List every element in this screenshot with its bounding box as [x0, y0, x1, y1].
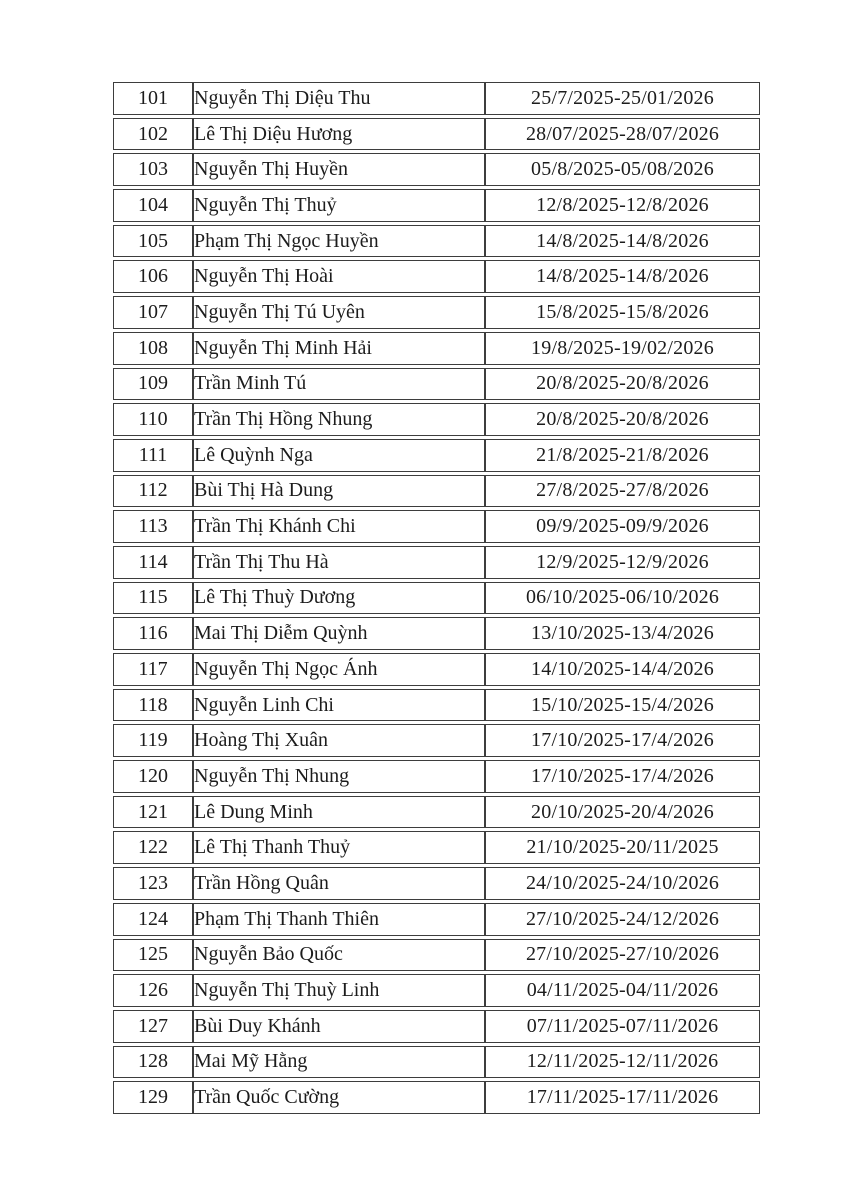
table-row	[113, 653, 760, 686]
cell-period: 13/10/2025-13/4/2026	[485, 617, 760, 650]
cell-index: 107	[113, 296, 193, 329]
cell-index: 121	[113, 796, 193, 829]
cell-period: 15/10/2025-15/4/2026	[485, 689, 760, 722]
cell-index: 126	[113, 974, 193, 1007]
table-row	[113, 1081, 760, 1114]
table-row	[113, 403, 760, 436]
cell-period: 12/9/2025-12/9/2026	[485, 546, 760, 579]
cell-period: 09/9/2025-09/9/2026	[485, 510, 760, 543]
cell-index: 115	[113, 582, 193, 615]
roster-table-body	[113, 82, 760, 1114]
cell-period: 14/10/2025-14/4/2026	[485, 653, 760, 686]
cell-index: 119	[113, 724, 193, 757]
table-row	[113, 296, 760, 329]
cell-name: Nguyễn Thị Hoài	[193, 260, 485, 293]
cell-period: 05/8/2025-05/08/2026	[485, 153, 760, 186]
cell-name: Nguyễn Thị Thuỳ Linh	[193, 974, 485, 1007]
cell-index: 122	[113, 831, 193, 864]
cell-index: 112	[113, 475, 193, 508]
cell-period: 12/11/2025-12/11/2026	[485, 1046, 760, 1079]
cell-index: 110	[113, 403, 193, 436]
cell-period: 25/7/2025-25/01/2026	[485, 82, 760, 115]
cell-name: Lê Thị Thanh Thuỷ	[193, 831, 485, 864]
cell-index: 124	[113, 903, 193, 936]
table-row	[113, 510, 760, 543]
cell-index: 128	[113, 1046, 193, 1079]
table-row	[113, 260, 760, 293]
cell-name: Nguyễn Linh Chi	[193, 689, 485, 722]
cell-index: 125	[113, 939, 193, 972]
cell-index: 104	[113, 189, 193, 222]
table-row	[113, 118, 760, 151]
cell-index: 109	[113, 368, 193, 401]
cell-period: 04/11/2025-04/11/2026	[485, 974, 760, 1007]
cell-name: Nguyễn Thị Minh Hải	[193, 332, 485, 365]
cell-period: 17/10/2025-17/4/2026	[485, 760, 760, 793]
table-row	[113, 1010, 760, 1043]
cell-name: Trần Hồng Quân	[193, 867, 485, 900]
cell-name: Lê Thị Thuỳ Dương	[193, 582, 485, 615]
table-row	[113, 831, 760, 864]
cell-name: Hoàng Thị Xuân	[193, 724, 485, 757]
cell-name: Nguyễn Thị Thuỷ	[193, 189, 485, 222]
table-row	[113, 689, 760, 722]
cell-name: Trần Thị Khánh Chi	[193, 510, 485, 543]
table-row	[113, 617, 760, 650]
cell-index: 117	[113, 653, 193, 686]
table-row	[113, 225, 760, 258]
table-row	[113, 1046, 760, 1079]
cell-index: 106	[113, 260, 193, 293]
cell-name: Lê Quỳnh Nga	[193, 439, 485, 472]
cell-period: 17/11/2025-17/11/2026	[485, 1081, 760, 1114]
cell-name: Nguyễn Thị Huyền	[193, 153, 485, 186]
cell-index: 111	[113, 439, 193, 472]
cell-index: 103	[113, 153, 193, 186]
cell-index: 114	[113, 546, 193, 579]
cell-name: Trần Thị Thu Hà	[193, 546, 485, 579]
cell-name: Phạm Thị Ngọc Huyền	[193, 225, 485, 258]
cell-period: 14/8/2025-14/8/2026	[485, 225, 760, 258]
cell-period: 27/8/2025-27/8/2026	[485, 475, 760, 508]
cell-name: Bùi Thị Hà Dung	[193, 475, 485, 508]
table-row	[113, 332, 760, 365]
cell-name: Mai Mỹ Hằng	[193, 1046, 485, 1079]
cell-name: Nguyễn Thị Ngọc Ánh	[193, 653, 485, 686]
cell-period: 12/8/2025-12/8/2026	[485, 189, 760, 222]
cell-index: 116	[113, 617, 193, 650]
cell-period: 06/10/2025-06/10/2026	[485, 582, 760, 615]
cell-index: 102	[113, 118, 193, 151]
cell-name: Trần Thị Hồng Nhung	[193, 403, 485, 436]
table-row	[113, 939, 760, 972]
cell-name: Lê Dung Minh	[193, 796, 485, 829]
cell-period: 24/10/2025-24/10/2026	[485, 867, 760, 900]
cell-index: 129	[113, 1081, 193, 1114]
cell-index: 105	[113, 225, 193, 258]
roster-table	[113, 79, 760, 1117]
cell-name: Nguyễn Thị Diệu Thu	[193, 82, 485, 115]
cell-period: 27/10/2025-27/10/2026	[485, 939, 760, 972]
table-row	[113, 867, 760, 900]
cell-period: 20/10/2025-20/4/2026	[485, 796, 760, 829]
cell-name: Trần Quốc Cường	[193, 1081, 485, 1114]
cell-index: 118	[113, 689, 193, 722]
cell-index: 101	[113, 82, 193, 115]
cell-name: Nguyễn Thị Tú Uyên	[193, 296, 485, 329]
cell-period: 28/07/2025-28/07/2026	[485, 118, 760, 151]
cell-period: 20/8/2025-20/8/2026	[485, 403, 760, 436]
cell-index: 113	[113, 510, 193, 543]
table-row	[113, 439, 760, 472]
cell-period: 19/8/2025-19/02/2026	[485, 332, 760, 365]
cell-index: 123	[113, 867, 193, 900]
cell-name: Nguyễn Thị Nhung	[193, 760, 485, 793]
cell-period: 21/10/2025-20/11/2025	[485, 831, 760, 864]
cell-name: Nguyễn Bảo Quốc	[193, 939, 485, 972]
cell-name: Phạm Thị Thanh Thiên	[193, 903, 485, 936]
cell-period: 14/8/2025-14/8/2026	[485, 260, 760, 293]
cell-name: Trần Minh Tú	[193, 368, 485, 401]
table-row	[113, 724, 760, 757]
cell-index: 120	[113, 760, 193, 793]
cell-period: 20/8/2025-20/8/2026	[485, 368, 760, 401]
table-row	[113, 582, 760, 615]
cell-name: Mai Thị Diễm Quỳnh	[193, 617, 485, 650]
table-row	[113, 153, 760, 186]
table-row	[113, 475, 760, 508]
table-row	[113, 796, 760, 829]
cell-index: 108	[113, 332, 193, 365]
cell-index: 127	[113, 1010, 193, 1043]
table-row	[113, 189, 760, 222]
table-row	[113, 974, 760, 1007]
cell-period: 27/10/2025-24/12/2026	[485, 903, 760, 936]
cell-period: 17/10/2025-17/4/2026	[485, 724, 760, 757]
cell-name: Lê Thị Diệu Hương	[193, 118, 485, 151]
table-row	[113, 82, 760, 115]
table-row	[113, 368, 760, 401]
cell-period: 15/8/2025-15/8/2026	[485, 296, 760, 329]
table-row	[113, 760, 760, 793]
cell-period: 21/8/2025-21/8/2026	[485, 439, 760, 472]
table-row	[113, 903, 760, 936]
cell-name: Bùi Duy Khánh	[193, 1010, 485, 1043]
table-row	[113, 546, 760, 579]
cell-period: 07/11/2025-07/11/2026	[485, 1010, 760, 1043]
